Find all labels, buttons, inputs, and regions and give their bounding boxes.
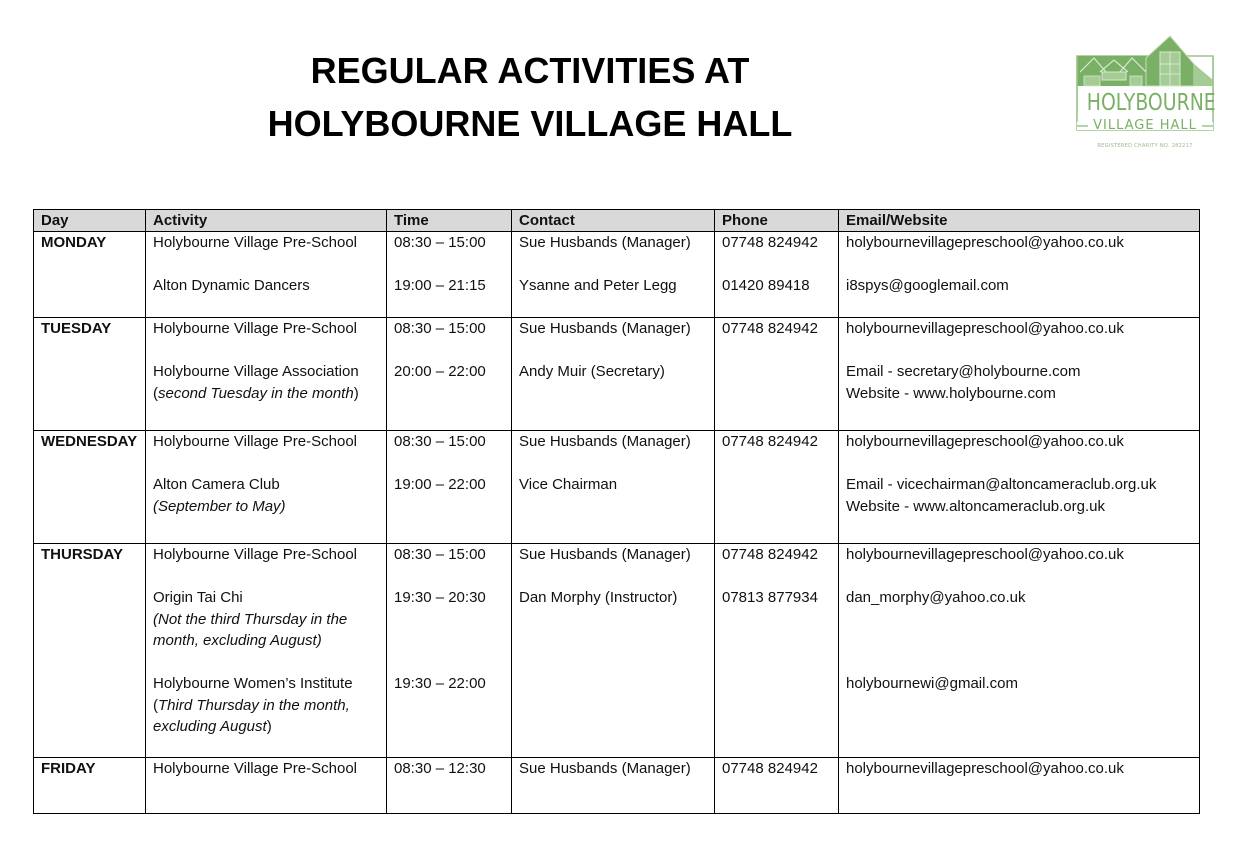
activity-cell	[146, 431, 387, 544]
activity-time: 19:00 – 22:00	[394, 476, 486, 493]
activity-note: month, excluding August)	[153, 632, 322, 649]
email-cell	[839, 758, 1200, 814]
website-address: Website - www.altoncameraclub.org.uk	[846, 497, 1105, 515]
activity-time: 08:30 – 15:00	[394, 234, 486, 251]
website-address: Website - www.holybourne.com	[846, 384, 1056, 402]
phone-number: 07748 824942	[722, 760, 818, 777]
day-cell: THURSDAY	[34, 544, 146, 758]
email-address: holybournevillagepreschool@yahoo.co.uk	[846, 546, 1124, 563]
activity-cell	[146, 758, 387, 814]
activity-name: Holybourne Village Pre-School	[153, 546, 358, 563]
activity-note: (second Tuesday in the month)	[153, 384, 359, 402]
contact-name: Sue Husbands (Manager)	[519, 546, 691, 563]
email-cell	[839, 544, 1200, 758]
header-phone: Phone	[715, 210, 839, 232]
contact-name: Ysanne and Peter Legg	[519, 277, 677, 294]
contact-cell	[512, 758, 715, 814]
email-address: holybournevillagepreschool@yahoo.co.uk	[846, 320, 1124, 337]
day-cell: FRIDAY	[34, 758, 146, 814]
activity-time: 08:30 – 15:00	[394, 433, 486, 450]
activity-name: Holybourne Village Pre-School	[153, 760, 358, 777]
logo-charity-number: REGISTERED CHARITY NO. 282217	[1097, 143, 1193, 149]
email-address: dan_morphy@yahoo.co.uk	[846, 589, 1026, 606]
table-row-monday	[34, 232, 1200, 318]
activity-name: Holybourne Village Association	[153, 363, 359, 380]
activity-time: 19:00 – 21:15	[394, 277, 486, 294]
email-address: holybournevillagepreschool@yahoo.co.uk	[846, 433, 1124, 450]
activity-note: (Third Thursday in the month,	[153, 696, 350, 714]
title-line-1: REGULAR ACTIVITIES AT	[310, 50, 750, 91]
activity-time: 19:30 – 20:30	[394, 589, 486, 606]
logo-name-line-1: HOLYBOURNE	[1086, 90, 1216, 116]
phone-number: 07748 824942	[722, 320, 818, 337]
email-cell	[839, 431, 1200, 544]
activity-time: 08:30 – 12:30	[394, 760, 486, 777]
activity-name: Origin Tai Chi	[153, 589, 243, 606]
day-cell: TUESDAY	[34, 318, 146, 431]
time-cell	[387, 758, 512, 814]
holybourne-logo	[1074, 34, 1216, 154]
time-cell	[387, 544, 512, 758]
email-address: holybournevillagepreschool@yahoo.co.uk	[846, 234, 1124, 251]
activity-cell	[146, 544, 387, 758]
header-email-website: Email/Website	[839, 210, 1200, 232]
page-title	[230, 44, 830, 150]
contact-name: Sue Husbands (Manager)	[519, 433, 691, 450]
time-cell	[387, 318, 512, 431]
activity-note: excluding August)	[153, 718, 272, 735]
contact-name: Dan Morphy (Instructor)	[519, 589, 678, 606]
phone-cell	[715, 544, 839, 758]
activity-name: Holybourne Women’s Institute	[153, 675, 353, 692]
email-cell	[839, 232, 1200, 318]
email-address: holybournewi@gmail.com	[846, 675, 1018, 692]
phone-cell	[715, 318, 839, 431]
contact-name: Sue Husbands (Manager)	[519, 760, 691, 777]
activity-name: Holybourne Village Pre-School	[153, 320, 358, 337]
activity-time: 08:30 – 15:00	[394, 546, 486, 563]
activity-note: (September to May)	[153, 497, 286, 515]
header-activity: Activity	[146, 210, 387, 232]
header-contact: Contact	[512, 210, 715, 232]
contact-name: Sue Husbands (Manager)	[519, 234, 691, 251]
logo-name-line-2: VILLAGE HALL	[1093, 118, 1197, 133]
activity-name: Holybourne Village Pre-School	[153, 234, 358, 251]
contact-cell	[512, 431, 715, 544]
email-cell	[839, 318, 1200, 431]
phone-number: 07748 824942	[722, 433, 818, 450]
activity-name: Holybourne Village Pre-School	[153, 433, 358, 450]
phone-number: 07813 877934	[722, 589, 818, 606]
activities-table	[33, 209, 1200, 814]
activity-note: (Not the third Thursday in the	[153, 610, 348, 628]
contact-cell	[512, 318, 715, 431]
time-cell	[387, 232, 512, 318]
email-address: Email - vicechairman@altoncameraclub.org.uk	[846, 476, 1157, 493]
email-address: Email - secretary@holybourne.com	[846, 363, 1081, 380]
contact-cell	[512, 544, 715, 758]
contact-name: Vice Chairman	[519, 476, 618, 493]
activity-cell	[146, 318, 387, 431]
phone-number: 07748 824942	[722, 546, 818, 563]
phone-cell	[715, 232, 839, 318]
phone-number: 07748 824942	[722, 234, 818, 251]
contact-name: Sue Husbands (Manager)	[519, 320, 691, 337]
activity-time: 20:00 – 22:00	[394, 363, 486, 380]
activity-name: Alton Camera Club	[153, 476, 280, 493]
table-row-friday	[34, 758, 1200, 814]
table-row-tuesday	[34, 318, 1200, 431]
table-header-row	[34, 210, 1200, 232]
day-cell: MONDAY	[34, 232, 146, 318]
header-time: Time	[387, 210, 512, 232]
phone-cell	[715, 758, 839, 814]
email-address: i8spys@googlemail.com	[846, 277, 1009, 294]
activity-time: 19:30 – 22:00	[394, 675, 486, 692]
activity-name: Alton Dynamic Dancers	[153, 277, 310, 294]
time-cell	[387, 431, 512, 544]
title-line-2: HOLYBOURNE VILLAGE HALL	[267, 103, 793, 144]
header-day: Day	[34, 210, 146, 232]
email-address: holybournevillagepreschool@yahoo.co.uk	[846, 760, 1124, 777]
contact-name: Andy Muir (Secretary)	[519, 363, 665, 380]
table-row-thursday	[34, 544, 1200, 758]
phone-cell	[715, 431, 839, 544]
activity-time: 08:30 – 15:00	[394, 320, 486, 337]
phone-number: 01420 89418	[722, 277, 810, 294]
activity-cell	[146, 232, 387, 318]
contact-cell	[512, 232, 715, 318]
day-cell: WEDNESDAY	[34, 431, 146, 544]
table-row-wednesday	[34, 431, 1200, 544]
